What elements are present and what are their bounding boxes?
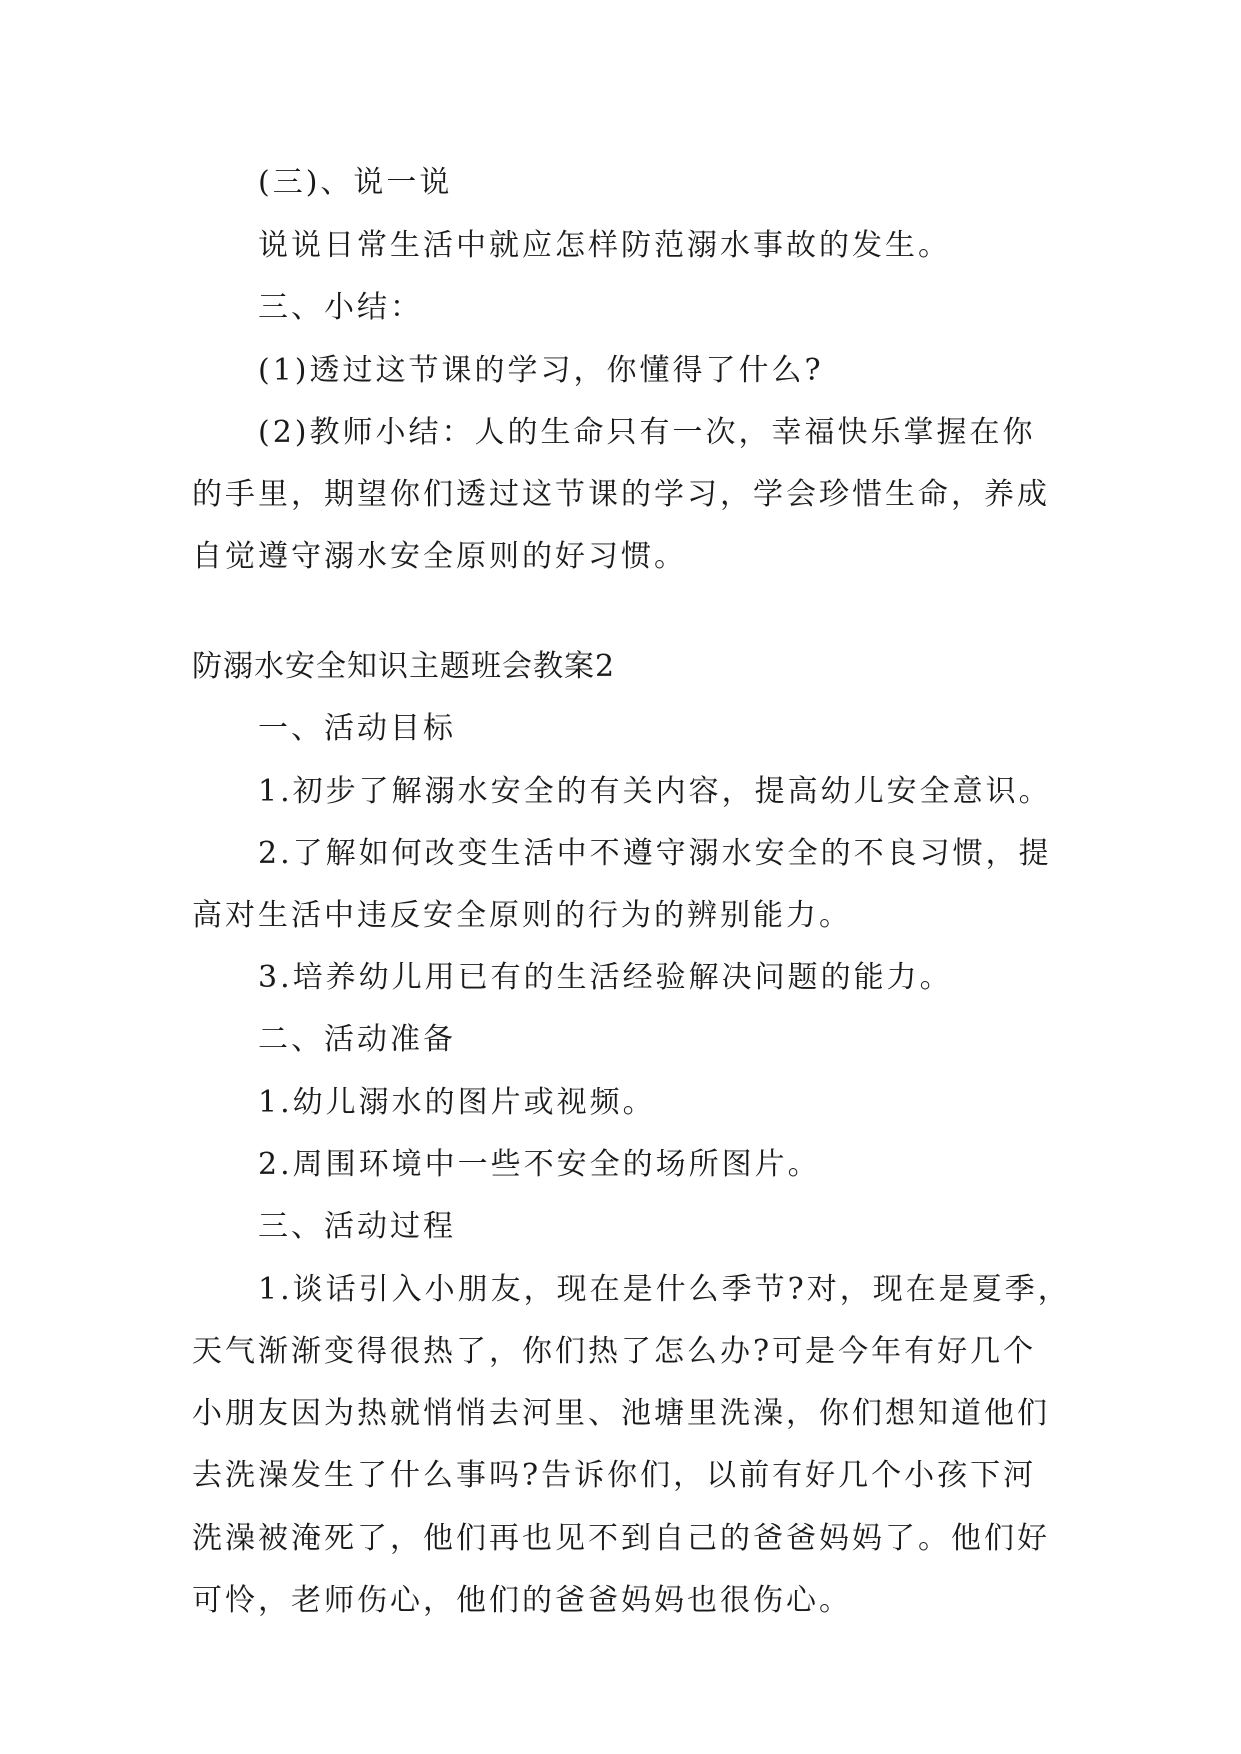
paragraph-line: 天气渐渐变得很热了，你们热了怎么办?可是今年有好几个 [192,1334,1037,1369]
section-heading-say: (三)、说一说 [258,165,453,200]
list-item: 1.初步了解溺水安全的有关内容，提高幼儿安全意识。 [258,774,1052,809]
paragraph-line: 自觉遵守溺水安全原则的好习惯。 [192,539,687,574]
section-heading-goals: 一、活动目标 [258,711,456,746]
section-heading-summary: 三、小结： [258,290,423,325]
paragraph-line: 说说日常生活中就应怎样防范溺水事故的发生。 [258,228,951,263]
paragraph-line: 小朋友因为热就悄悄去河里、池塘里洗澡，你们想知道他们 [192,1396,1050,1431]
lesson-plan-title: 防溺水安全知识主题班会教案2 [192,649,616,684]
list-item: 3.培养幼儿用已有的生活经验解决问题的能力。 [258,960,953,995]
list-item: 1.幼儿溺水的图片或视频。 [258,1085,656,1120]
list-item: 2.了解如何改变生活中不遵守溺水安全的不良习惯，提 [258,836,1052,871]
list-item: 2.周围环境中一些不安全的场所图片。 [258,1147,821,1182]
paragraph-line: 去洗澡发生了什么事吗?告诉你们，以前有好几个小孩下河 [192,1458,1037,1493]
section-heading-process: 三、活动过程 [258,1209,456,1244]
paragraph-line: 的手里，期望你们透过这节课的学习，学会珍惜生命，养成 [192,477,1050,512]
list-item: 1.谈话引入小朋友，现在是什么季节?对，现在是夏季， [258,1272,1071,1307]
paragraph-line: (2)教师小结：人的生命只有一次，幸福快乐掌握在你 [258,415,1036,450]
paragraph-line: 高对生活中违反安全原则的行为的辨别能力。 [192,898,852,933]
paragraph-line: 可怜，老师伤心，他们的爸爸妈妈也很伤心。 [192,1583,852,1618]
paragraph-line: (1)透过这节课的学习，你懂得了什么? [258,353,824,388]
paragraph-line: 洗澡被淹死了，他们再也见不到自己的爸爸妈妈了。他们好 [192,1521,1050,1556]
section-heading-preparation: 二、活动准备 [258,1022,456,1057]
